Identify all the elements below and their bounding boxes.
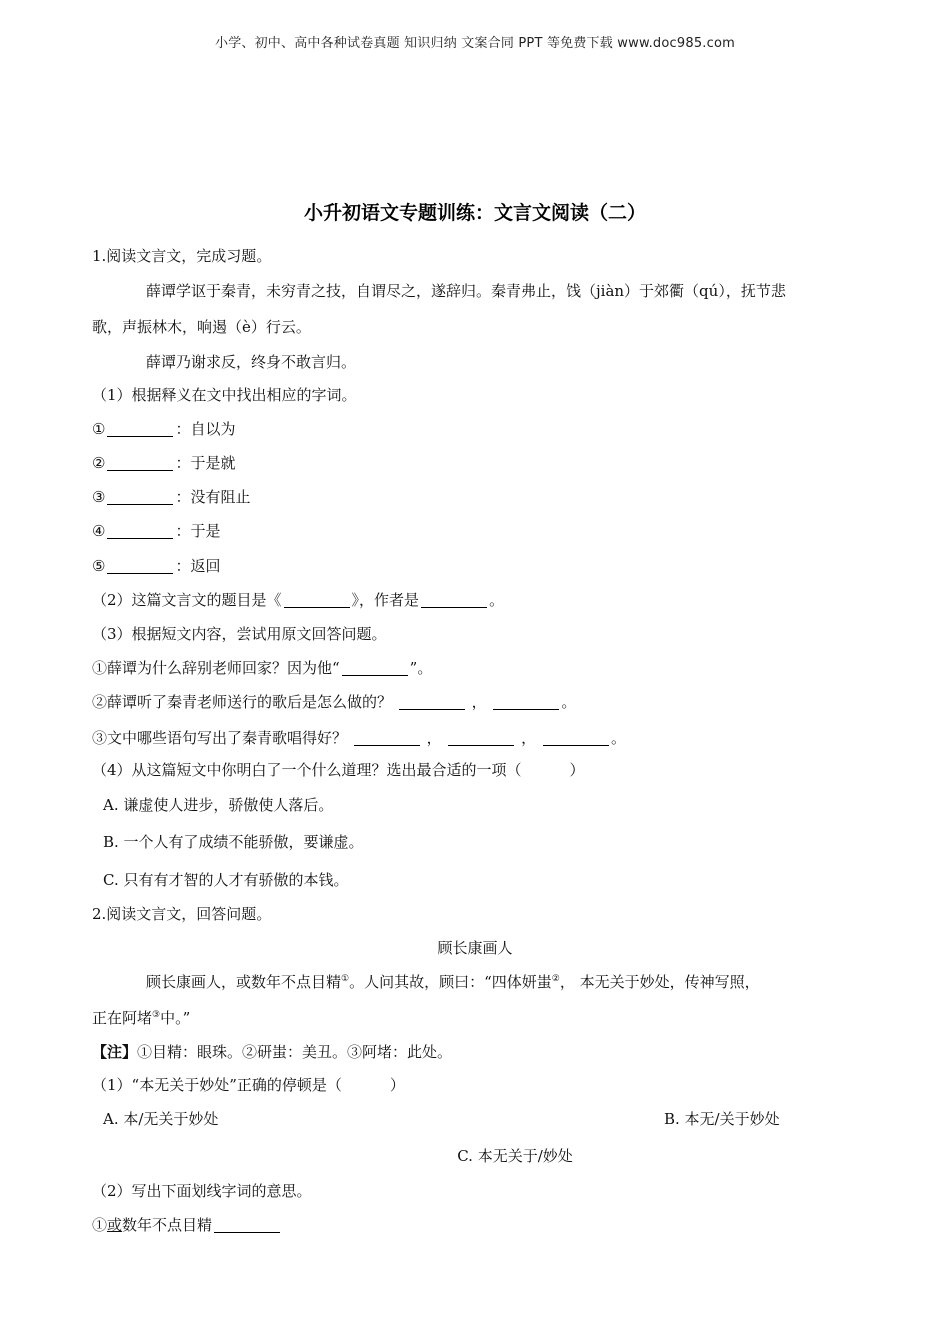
item-meaning: ：没有阻止 bbox=[175, 488, 251, 506]
underlined-word: 或 bbox=[107, 1216, 123, 1234]
answer-blank[interactable] bbox=[354, 744, 420, 746]
passage-text: 中。” bbox=[160, 1009, 191, 1027]
q1-passage-line3: 薛谭乃谢求反，终身不敢言归。 bbox=[146, 353, 357, 371]
q-text: ”。 bbox=[409, 659, 433, 677]
page-title: 小升初语文专题训练：文言文阅读（二） bbox=[303, 202, 646, 224]
footnote-mark: ② bbox=[551, 974, 560, 984]
q1-sub2-text-a: （2）这篇文言文的题目是《 bbox=[92, 591, 282, 609]
answer-blank[interactable] bbox=[543, 744, 609, 746]
q1-sub3-q-c bbox=[92, 728, 626, 748]
option-b[interactable]: B. 本无/关于妙处 bbox=[664, 1110, 780, 1128]
q1-intro: 1.阅读文言文，完成习题。 bbox=[92, 247, 272, 265]
note-text: ①目精：眼珠。②研蚩：美丑。③阿堵：此处。 bbox=[137, 1043, 453, 1061]
q1-sub1-prompt: （1）根据释义在文中找出相应的字词。 bbox=[92, 386, 357, 404]
q1-passage-line1: 薛谭学讴于秦青，未穷青之技，自谓尽之，遂辞归。秦青弗止，饯（jiàn）于郊衢（qú），抚节悲 bbox=[146, 282, 786, 300]
q2-note bbox=[92, 1042, 452, 1062]
q1-sub1-item bbox=[92, 556, 220, 576]
q1-passage-line2: 歌，声振林木，响遏（è）行云。 bbox=[92, 318, 311, 336]
item-mark: ② bbox=[92, 454, 106, 472]
q1-sub2 bbox=[92, 590, 504, 610]
answer-blank[interactable] bbox=[107, 572, 173, 574]
q-text: ②薛谭听了秦青老师送行的歌后是怎么做的？ bbox=[92, 693, 393, 711]
item-meaning: ：自以为 bbox=[175, 420, 236, 438]
q2-intro: 2.阅读文言文，回答问题。 bbox=[92, 905, 272, 923]
option-c[interactable]: C. 本无关于/妙处 bbox=[457, 1147, 573, 1165]
author-blank[interactable] bbox=[421, 606, 487, 608]
q1-sub2-text-b: 》，作者是 bbox=[351, 591, 420, 609]
item-mark: ④ bbox=[92, 522, 106, 540]
option-a[interactable]: A. 本/无关于妙处 bbox=[103, 1110, 219, 1128]
q1-sub3-q-b bbox=[92, 692, 576, 712]
item-mark: ⑤ bbox=[92, 557, 106, 575]
q-text: 。 bbox=[610, 729, 626, 747]
footnote-mark: ① bbox=[341, 974, 350, 984]
q2-passage-title: 顾长康画人 bbox=[437, 939, 513, 957]
passage-text: 正在阿堵 bbox=[92, 1009, 153, 1027]
option-b[interactable]: B. 一个人有了成绩不能骄傲，要谦虚。 bbox=[103, 833, 364, 851]
passage-text: ， 本无关于妙处，传神写照， bbox=[559, 973, 760, 991]
q-text: ， bbox=[471, 693, 487, 711]
page-header: 小学、初中、高中各种试卷真题 知识归纳 文案合同 PPT 等免费下载 www.doc985.com bbox=[215, 36, 735, 51]
item-mark: ③ bbox=[92, 488, 106, 506]
q-text: ） bbox=[569, 761, 585, 779]
option-a[interactable]: A. 谦虚使人进步，骄傲使人落后。 bbox=[103, 796, 334, 814]
q1-sub4-prompt bbox=[92, 760, 585, 780]
answer-blank[interactable] bbox=[107, 469, 173, 471]
q-text: ①薛谭为什么辞别老师回家？因为他“ bbox=[92, 659, 340, 677]
q-text: ③文中哪些语句写出了秦青歌唱得好？ bbox=[92, 729, 348, 747]
answer-blank[interactable] bbox=[107, 435, 173, 437]
q1-sub1-item bbox=[92, 419, 235, 439]
title-blank[interactable] bbox=[284, 606, 350, 608]
q2-passage-line1 bbox=[146, 972, 760, 992]
option-c[interactable]: C. 只有有才智的人才有骄傲的本钱。 bbox=[103, 871, 349, 889]
q1-sub1-item bbox=[92, 521, 220, 541]
answer-blank[interactable] bbox=[448, 744, 514, 746]
q-text: ， bbox=[521, 729, 537, 747]
item-mark: ① bbox=[92, 1216, 108, 1234]
q-text: 。 bbox=[561, 693, 577, 711]
q-text: （1）“本无关于妙处”正确的停顿是（ bbox=[92, 1076, 342, 1094]
q-text: ） bbox=[389, 1076, 405, 1094]
q1-sub1-item bbox=[92, 453, 235, 473]
item-meaning: ：返回 bbox=[175, 557, 221, 575]
item-meaning: ：于是 bbox=[175, 522, 221, 540]
note-label: 【注】 bbox=[92, 1043, 138, 1061]
q-text: （4）从这篇短文中你明白了一个什么道理？选出最合适的一项（ bbox=[92, 761, 522, 779]
answer-blank[interactable] bbox=[107, 503, 173, 505]
answer-blank[interactable] bbox=[107, 537, 173, 539]
q2-passage-line2 bbox=[92, 1008, 190, 1028]
q2-sub1-prompt bbox=[92, 1075, 405, 1095]
item-mark: ① bbox=[92, 420, 106, 438]
q1-sub2-text-c: 。 bbox=[489, 591, 505, 609]
q1-sub1-item bbox=[92, 487, 250, 507]
answer-blank[interactable] bbox=[342, 674, 408, 676]
q1-sub3-prompt: （3）根据短文内容，尝试用原文回答问题。 bbox=[92, 625, 387, 643]
q-text: ， bbox=[426, 729, 442, 747]
passage-text: 顾长康画人，或数年不点目精 bbox=[146, 973, 342, 991]
q1-sub3-q-a bbox=[92, 658, 432, 678]
q2-sub2-prompt: （2）写出下面划线字词的意思。 bbox=[92, 1182, 312, 1200]
item-meaning: ：于是就 bbox=[175, 454, 236, 472]
item-text: 数年不点目精 bbox=[122, 1216, 213, 1234]
answer-blank[interactable] bbox=[399, 708, 465, 710]
passage-text: 。人问其故，顾曰：“四体妍蚩 bbox=[349, 973, 552, 991]
answer-blank[interactable] bbox=[214, 1231, 280, 1233]
answer-blank[interactable] bbox=[493, 708, 559, 710]
footnote-mark: ③ bbox=[152, 1010, 161, 1020]
q2-sub2-item bbox=[92, 1215, 282, 1235]
